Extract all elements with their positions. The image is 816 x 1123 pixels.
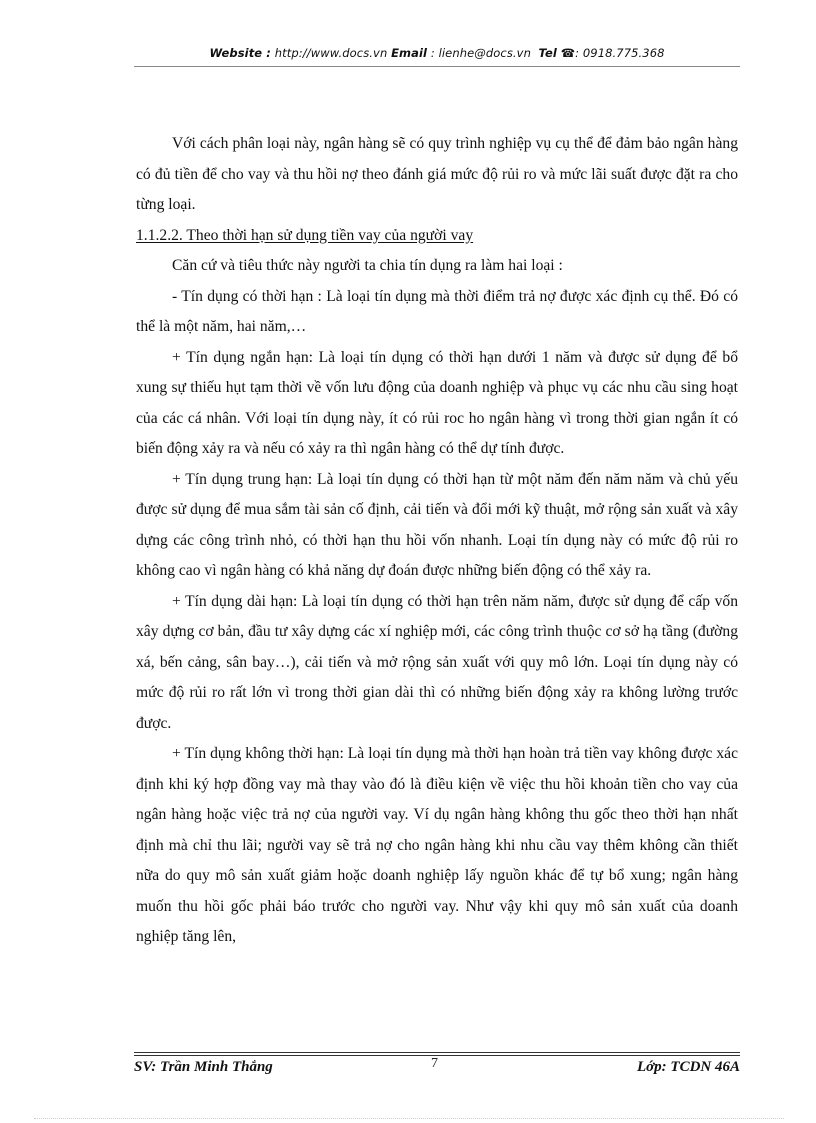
footer-divider-top — [134, 1052, 740, 1053]
section-heading-text: 1.1.2.2. Theo thời hạn sử dụng tiền vay của người vay — [136, 226, 474, 244]
website-url[interactable]: http://www.docs.vn — [271, 46, 392, 60]
paragraph-3: - Tín dụng có thời hạn : Là loại tín dụng mà thời điểm trả nợ được xác định cụ thể. Đó có thể là một năm, hai năm,… — [136, 287, 738, 335]
paragraph-2: Căn cứ và tiêu thức này người ta chia tín dụng ra làm hai loại : — [172, 257, 563, 274]
footer-class: Lớp: TCDN 46A — [636, 1059, 740, 1075]
footer-student: SV: Trần Minh Thắng — [134, 1059, 273, 1075]
page-number: 7 — [431, 1056, 438, 1071]
website-label: Website : — [209, 46, 272, 60]
email-value[interactable]: : lienhe@docs.vn — [427, 46, 535, 60]
page-edge-dotted-line — [34, 1118, 784, 1119]
paragraph-5: + Tín dụng trung hạn: Là loại tín dụng có thời hạn từ một năm đến năm năm và chủ yếu được sử dụng để mua sắm tài sản cố định, cải tiến và đổi mới kỹ thuật, mở rộng sản xuất và xây dựng các công trình nhỏ, có thời hạn thu hồi vốn nhanh. Loại tín dụng này có mức độ rủi ro không cao vì ngân hàng có khả năng dự đoán được những biến động có thể xảy ra. — [136, 470, 738, 579]
paragraph-1: Với cách phân loại này, ngân hàng sẽ có quy trình nghiệp vụ cụ thể để đảm bảo ngân hàng có đủ tiền để cho vay và thu hồi nợ theo đánh giá mức độ rủi ro và mức lãi suất được đặt ra cho từng loại. — [136, 135, 738, 213]
phone-icon: ☎ — [560, 46, 576, 60]
header-divider — [134, 66, 740, 67]
page-header — [134, 46, 740, 60]
tel-label: Tel — [538, 46, 557, 60]
paragraph-4: + Tín dụng ngắn hạn: Là loại tín dụng có thời hạn dưới 1 năm và được sử dụng để bổ xung sự thiếu hụt tạm thời về vốn lưu động của doanh nghiệp và phục vụ các nhu cầu sing hoạt của các cá nhân. Với loại tín dụng này, ít có rủi roc ho ngân hàng vì trong thời gian ngắn ít có biến động xảy ra và nếu có xảy ra thì ngân hàng có thể dự tính được. — [136, 348, 738, 457]
document-body — [136, 129, 738, 953]
section-heading — [136, 221, 738, 252]
tel-value: : 0918.775.368 — [575, 46, 665, 60]
email-label: Email — [391, 46, 428, 60]
paragraph-6: + Tín dụng dài hạn: Là loại tín dụng có thời hạn trên năm năm, được sử dụng để cấp vốn xây dựng cơ bản, đầu tư xây dựng các xí nghiệp mới, các công trình thuộc cơ sở hạ tầng (đường xá, bến cảng, sân bay…), cải tiến và mở rộng sản xuất với quy mô lớn. Loại tín dụng này có mức độ rủi ro rất lớn vì trong thời gian dài thì có những biến động xảy ra không lường trước được. — [136, 592, 738, 732]
paragraph-7: + Tín dụng không thời hạn: Là loại tín dụng mà thời hạn hoàn trả tiền vay không được xác định khi ký hợp đồng vay mà thay vào đó là điều kiện về việc thu hồi khoản tiền cho vay của ngân hàng hoặc việc trả nợ của người vay. Ví dụ ngân hàng không thu gốc theo thời hạn nhất định mà chỉ thu lãi; người vay sẽ trả nợ cho ngân hàng khi nhu cầu vay thêm không cần thiết nữa do quy mô sản xuất giảm hoặc doanh nghiệp lấy nguồn khác để tự bổ xung; ngân hàng muốn thu hồi gốc phải báo trước cho người vay. Như vậy khi quy mô sản xuất của doanh nghiệp tăng lên, — [136, 745, 738, 945]
